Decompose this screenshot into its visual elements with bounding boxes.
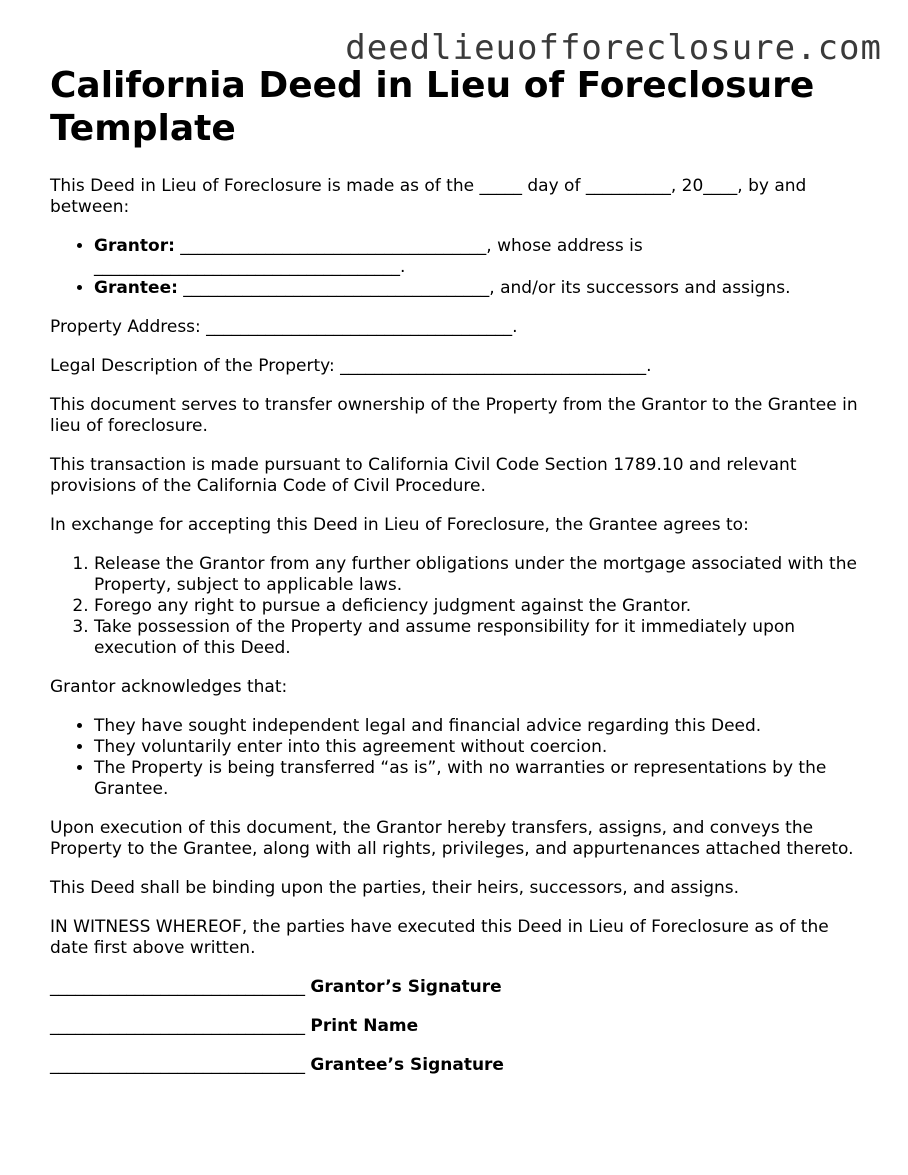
list-item: • The Property is being transferred “as is”, with no warranties or representations by the Grantee.	[94, 758, 870, 800]
signature-blank: ______________________________	[50, 1016, 305, 1036]
signature-label: Grantee’s Signature	[310, 1055, 504, 1075]
parties-list	[50, 236, 870, 299]
list-item-grantee	[94, 278, 870, 299]
binding-paragraph: This Deed shall be binding upon the parties, their heirs, successors, and assigns.	[50, 878, 740, 898]
property-address: Property Address: ____________________________________.	[50, 317, 518, 337]
pursuant-paragraph: This transaction is made pursuant to California Civil Code Section 1789.10 and relevant provisions of the California Code of Civil Procedure.	[50, 455, 797, 496]
purpose-paragraph: This document serves to transfer ownership of the Property from the Grantor to the Grantee in lieu of foreclosure.	[50, 395, 858, 436]
witness-paragraph: IN WITNESS WHEREOF, the parties have executed this Deed in Lieu of Foreclosure as of the date first above written.	[50, 917, 829, 958]
grantee-label: Grantee:	[94, 278, 178, 298]
grantee-agreements-list	[50, 554, 870, 659]
signature-label: Grantor’s Signature	[310, 977, 502, 997]
exchange-intro: In exchange for accepting this Deed in Lieu of Foreclosure, the Grantee agrees to:	[50, 515, 749, 535]
list-item: 3. Take possession of the Property and assume responsibility for it immediately upon execution of this Deed.	[94, 617, 870, 659]
intro-paragraph: This Deed in Lieu of Foreclosure is made as of the _____ day of __________, 20____, by and between:	[50, 176, 807, 217]
conveyance-paragraph: Upon execution of this document, the Grantor hereby transfers, assigns, and conveys the Property to the Grantee, along with all rights, privileges, and appurtenances attached thereto.	[50, 818, 854, 859]
grantee-signature-line	[50, 1055, 870, 1076]
grantor-label: Grantor:	[94, 236, 175, 256]
list-item: • They have sought independent legal and financial advice regarding this Deed.	[94, 716, 870, 737]
print-name-line	[50, 1016, 870, 1037]
grantor-signature-line	[50, 977, 870, 998]
list-item: • They voluntarily enter into this agreement without coercion.	[94, 737, 870, 758]
list-item-grantor	[94, 236, 870, 278]
watermark: deedlieuofforeclosure.com	[345, 28, 882, 68]
page-title: California Deed in Lieu of Foreclosure Template	[50, 65, 815, 149]
signature-label: Print Name	[310, 1016, 419, 1036]
grantee-text: ____________________________________, and/or its successors and assigns.	[177, 278, 791, 298]
legal-description: Legal Description of the Property: ____________________________________.	[50, 356, 652, 376]
list-item: 2. Forego any right to pursue a deficiency judgment against the Grantor.	[94, 596, 870, 617]
signature-blank: ______________________________	[50, 1055, 305, 1075]
signature-blank: ______________________________	[50, 977, 305, 997]
grantor-text: ____________________________________, whose address is ____________________________________.	[94, 236, 643, 277]
acknowledgements-list	[50, 716, 870, 800]
acknowledge-intro: Grantor acknowledges that:	[50, 677, 288, 697]
document-page	[50, 64, 870, 1094]
list-item: 1. Release the Grantor from any further obligations under the mortgage associated with the Property, subject to applicable laws.	[94, 554, 870, 596]
